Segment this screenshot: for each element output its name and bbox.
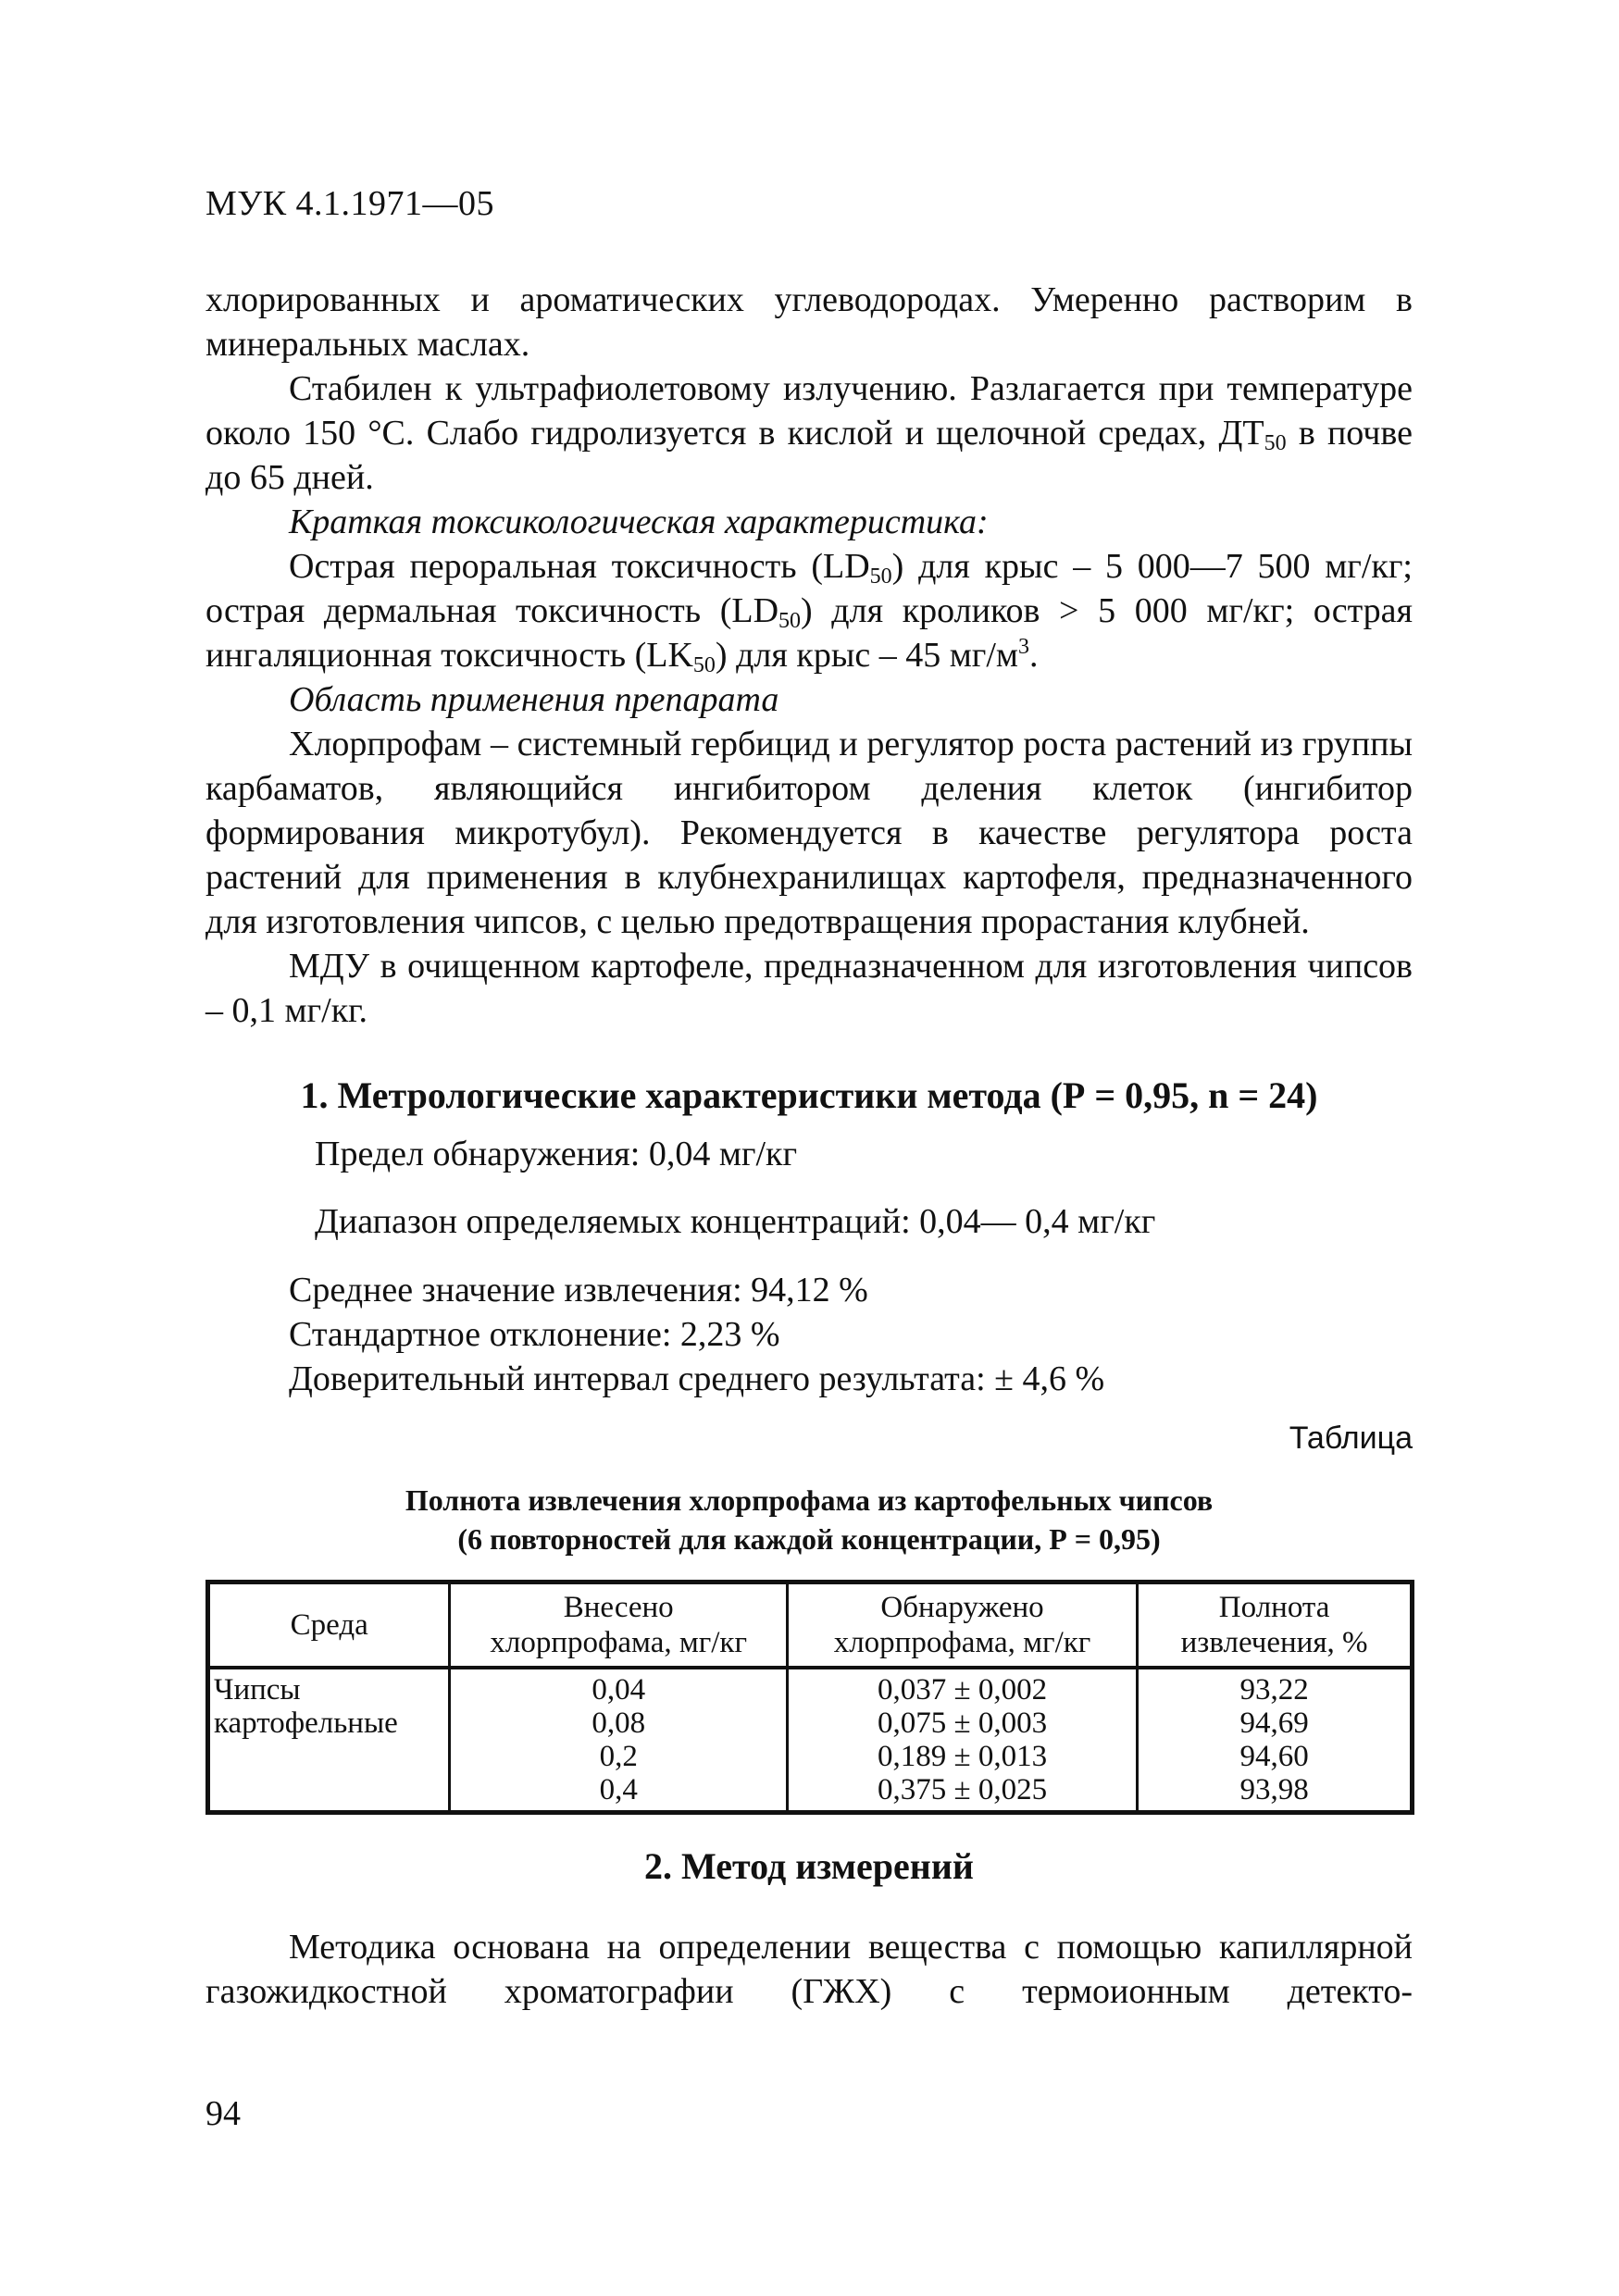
mdu-paragraph: МДУ в очищенном картофеле, предназначенном для изготовления чипсов – 0,1 мг/кг. [205, 947, 1413, 1030]
added-value: 0,08 [592, 1706, 646, 1740]
added-value: 0,2 [599, 1740, 638, 1773]
toxicology-paragraph: Острая пероральная токсичность $(LD_{50})$ для крыс – 5 000—7 500 мг/кг; острая дермальная токсичность $(LD_{50})$ для кроликов > 5 000 мг/кг; острая ингаляционная токсичность $(LK_{50})$ для крыс – 45 $мг/м^3$. [205, 547, 1413, 677]
found-value: 0,375 ± 0,025 [877, 1773, 1048, 1806]
found-value: 0,189 ± 0,013 [877, 1740, 1048, 1773]
section-1-title: 1. Метрологические характеристики метода (Р = 0,95, n = 24) [300, 1074, 1318, 1116]
recovery-value: 93,98 [1239, 1773, 1309, 1806]
section-2-title: 2. Метод измерений [644, 1845, 974, 1887]
added-cell [450, 1668, 787, 1813]
mean-recovery: Среднее значение извлечения: 94,12 % [289, 1271, 868, 1309]
recovery-value: 93,22 [1239, 1673, 1309, 1706]
medium-cell: Чипсы картофельные [214, 1673, 398, 1740]
intro-block [205, 278, 1413, 1033]
document-code: МУК 4.1.1971—05 [205, 184, 495, 223]
recovery-value: 94,60 [1239, 1740, 1309, 1773]
recovery-table [205, 1580, 1414, 1815]
recovery-value: 94,69 [1239, 1706, 1309, 1740]
table-row [208, 1668, 1413, 1813]
concentration-range: Диапазон определяемых концентраций: 0,04— 0,4 мг/кг [315, 1202, 1156, 1241]
intro-paragraph-1: хлорированных и ароматических углеводородах. Умеренно растворим в минеральных маслах. [205, 280, 1413, 364]
section-2-block [205, 1925, 1413, 2014]
intro-paragraph-2: Стабилен к ультрафиолетовому излучению. Разлагается при температуре около 150 °С. Слабо гидролизуется в кислой и щелочной средах, $ДТ_{50}$ в почве до 65 дней. [205, 369, 1413, 497]
found-value: 0,037 ± 0,002 [877, 1673, 1048, 1706]
detection-limit: Предел обнаружения: 0,04 мг/кг [315, 1135, 798, 1173]
header-medium: Среда [208, 1582, 450, 1669]
table-label: Таблица [1289, 1421, 1413, 1456]
page-number: 94 [205, 2094, 241, 2133]
added-value: 0,04 [592, 1673, 646, 1706]
header-added: Внесено хлорпрофама, мг/кг [450, 1582, 787, 1669]
recovery-cell [1138, 1668, 1413, 1813]
section-2-paragraph: Методика основана на определении вещества с помощью капиллярной газожидкостной хроматографии (ГЖХ) с термоионным детекто- [205, 1928, 1413, 2011]
table-caption-line-2: (6 повторностей для каждой концентрации, Р = 0,95) [457, 1522, 1161, 1556]
found-cell [787, 1668, 1137, 1813]
header-recovery: Полнота извлечения, % [1138, 1582, 1413, 1669]
table-header-row [208, 1582, 1413, 1669]
added-value: 0,4 [599, 1773, 638, 1806]
header-found: Обнаружено хлорпрофама, мг/кг [787, 1582, 1137, 1669]
confidence-interval: Доверительный интервал среднего результата: ± 4,6 % [289, 1359, 1105, 1398]
table-caption-line-1: Полнота извлечения хлорпрофама из картофельных чипсов [405, 1483, 1214, 1517]
standard-deviation: Стандартное отклонение: 2,23 % [289, 1315, 780, 1354]
scope-paragraph: Хлорпрофам – системный гербицид и регулятор роста растений из группы карбаматов, являющийся ингибитором деления клеток (ингибитор формирования микротубул). Рекомендуется в качестве регулятора роста растений для применения в клубнехранилищах картофеля, предназначенного для изготовления чипсов, с целью предотвращения прорастания клубней. [205, 725, 1413, 941]
found-value: 0,075 ± 0,003 [877, 1706, 1048, 1740]
toxicology-heading: Краткая токсикологическая характеристика: [289, 503, 989, 541]
scope-heading: Область применения препарата [289, 680, 779, 719]
